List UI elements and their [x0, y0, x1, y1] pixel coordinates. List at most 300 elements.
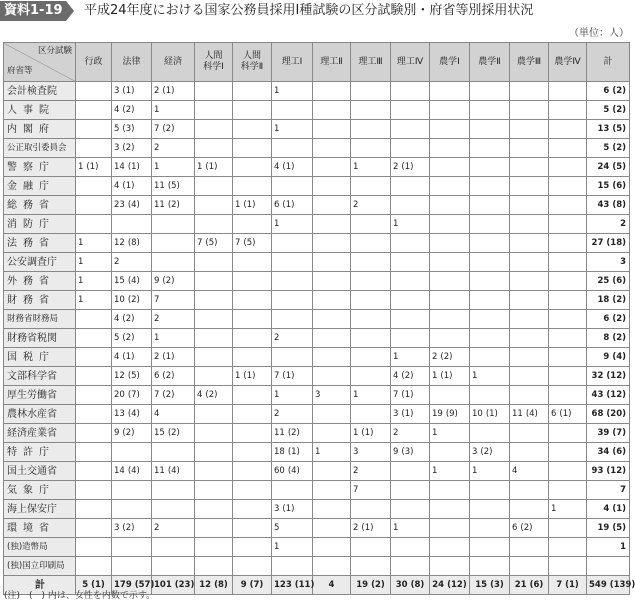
count-cell	[391, 329, 430, 348]
count-cell	[351, 101, 391, 120]
count-cell: 1	[391, 348, 430, 367]
row-total: 6 (2)	[587, 82, 630, 101]
row-total: 5 (2)	[587, 101, 630, 120]
ministry-name: 文部科学省	[4, 367, 76, 386]
count-cell	[549, 481, 587, 500]
ministry-name: 消防庁	[4, 215, 76, 234]
count-cell	[272, 139, 313, 158]
count-cell	[470, 348, 510, 367]
count-cell	[510, 101, 549, 120]
count-cell	[430, 120, 470, 139]
count-cell: 1	[391, 519, 430, 538]
count-cell: 1	[549, 500, 587, 519]
count-cell	[152, 253, 195, 272]
table-row	[4, 272, 630, 291]
count-cell	[351, 272, 391, 291]
count-cell	[430, 291, 470, 310]
count-cell: 1	[391, 215, 430, 234]
count-cell	[549, 367, 587, 386]
count-cell: 4 (1)	[112, 348, 152, 367]
count-cell: 7 (2)	[152, 120, 195, 139]
row-total: 25 (6)	[587, 272, 630, 291]
row-total: 4 (1)	[587, 500, 630, 519]
count-cell: 4 (2)	[195, 386, 233, 405]
column-header: 行政	[76, 43, 112, 82]
count-cell	[76, 101, 112, 120]
row-total: 39 (7)	[587, 424, 630, 443]
count-cell	[313, 291, 351, 310]
table-row	[4, 538, 630, 557]
count-cell	[510, 557, 549, 576]
count-cell	[549, 557, 587, 576]
count-cell	[195, 272, 233, 291]
count-cell	[195, 101, 233, 120]
count-cell	[510, 443, 549, 462]
column-header: 経済	[152, 43, 195, 82]
row-total: 27 (18)	[587, 234, 630, 253]
count-cell	[470, 253, 510, 272]
table-row	[4, 120, 630, 139]
table-row	[4, 386, 630, 405]
count-cell	[549, 462, 587, 481]
count-cell: 1	[470, 462, 510, 481]
count-cell: 2	[351, 196, 391, 215]
count-cell	[391, 500, 430, 519]
count-cell	[470, 291, 510, 310]
table-row	[4, 177, 630, 196]
count-cell	[549, 101, 587, 120]
count-cell: 7 (1)	[391, 386, 430, 405]
table-row	[4, 462, 630, 481]
count-cell	[510, 272, 549, 291]
table-row	[4, 139, 630, 158]
count-cell	[195, 481, 233, 500]
ministry-name: 環境省	[4, 519, 76, 538]
count-cell	[313, 158, 351, 177]
column-header: 農学Ⅲ	[510, 43, 549, 82]
table-row	[4, 196, 630, 215]
count-cell	[430, 329, 470, 348]
count-cell	[351, 557, 391, 576]
count-cell	[430, 177, 470, 196]
count-cell: 3 (2)	[112, 519, 152, 538]
column-total: 30 (8)	[391, 576, 430, 595]
count-cell	[272, 177, 313, 196]
count-cell	[391, 557, 430, 576]
count-cell	[549, 443, 587, 462]
count-cell	[510, 291, 549, 310]
table-body	[4, 82, 635, 595]
count-cell	[152, 500, 195, 519]
count-cell	[430, 443, 470, 462]
count-cell: 9 (2)	[152, 272, 195, 291]
count-cell: 2	[112, 253, 152, 272]
count-cell	[391, 177, 430, 196]
count-cell: 1 (1)	[430, 367, 470, 386]
count-cell	[391, 234, 430, 253]
count-cell	[510, 481, 549, 500]
count-cell	[510, 310, 549, 329]
row-total: 19 (5)	[587, 519, 630, 538]
count-cell: 20 (7)	[112, 386, 152, 405]
ministry-name: 財務省	[4, 291, 76, 310]
count-cell	[351, 500, 391, 519]
count-cell	[430, 196, 470, 215]
count-cell	[152, 557, 195, 576]
row-total: 34 (6)	[587, 443, 630, 462]
count-cell: 2 (1)	[391, 158, 430, 177]
count-cell: 11 (4)	[152, 462, 195, 481]
count-cell	[313, 557, 351, 576]
count-cell	[195, 329, 233, 348]
count-cell	[195, 139, 233, 158]
count-cell	[272, 481, 313, 500]
count-cell: 1	[272, 120, 313, 139]
count-cell: 11 (5)	[152, 177, 195, 196]
count-cell	[510, 253, 549, 272]
count-cell: 10 (1)	[470, 405, 510, 424]
count-cell	[152, 234, 195, 253]
row-total: 68 (20)	[587, 405, 630, 424]
count-cell	[549, 234, 587, 253]
count-cell	[391, 462, 430, 481]
title-bar	[0, 0, 630, 22]
count-cell	[195, 177, 233, 196]
ministry-name: 気象庁	[4, 481, 76, 500]
count-cell	[391, 101, 430, 120]
count-cell	[391, 291, 430, 310]
count-cell: 2	[391, 424, 430, 443]
ministry-name: 海上保安庁	[4, 500, 76, 519]
count-cell: 5	[272, 519, 313, 538]
table-row	[4, 291, 630, 310]
count-cell	[549, 196, 587, 215]
count-cell: 6 (1)	[549, 405, 587, 424]
count-cell	[313, 367, 351, 386]
count-cell	[549, 348, 587, 367]
count-cell: 2	[351, 462, 391, 481]
count-cell: 1	[76, 291, 112, 310]
count-cell: 1 (1)	[233, 196, 272, 215]
count-cell	[195, 253, 233, 272]
table-row	[4, 101, 630, 120]
count-cell	[233, 538, 272, 557]
row-total: 8 (2)	[587, 329, 630, 348]
count-cell: 4	[510, 462, 549, 481]
count-cell	[272, 272, 313, 291]
count-cell	[272, 234, 313, 253]
column-header: 理工Ⅱ	[313, 43, 351, 82]
column-header: 法律	[112, 43, 152, 82]
count-cell: 3 (1)	[391, 405, 430, 424]
count-cell	[549, 82, 587, 101]
count-cell	[195, 215, 233, 234]
count-cell	[430, 139, 470, 158]
count-cell	[470, 424, 510, 443]
document-title: 平成24年度における国家公務員採用Ⅰ種試験の区分試験別・府省等別採用状況	[84, 3, 534, 18]
table-row	[4, 405, 630, 424]
table-row	[4, 481, 630, 500]
grand-total: 549 (139)	[587, 576, 630, 595]
count-cell	[351, 367, 391, 386]
count-cell	[470, 557, 510, 576]
count-cell	[510, 348, 549, 367]
count-cell	[430, 310, 470, 329]
column-total: 123 (11)	[272, 576, 313, 595]
count-cell	[430, 82, 470, 101]
count-cell	[195, 462, 233, 481]
count-cell: 11 (4)	[510, 405, 549, 424]
column-header: 農学Ⅰ	[430, 43, 470, 82]
count-cell	[430, 538, 470, 557]
count-cell: 18 (1)	[272, 443, 313, 462]
count-cell	[430, 234, 470, 253]
count-cell: 7 (2)	[152, 386, 195, 405]
count-cell	[470, 538, 510, 557]
table-row	[4, 329, 630, 348]
count-cell	[470, 177, 510, 196]
count-cell	[549, 386, 587, 405]
count-cell	[195, 538, 233, 557]
count-cell	[470, 481, 510, 500]
count-cell	[195, 519, 233, 538]
count-cell	[76, 557, 112, 576]
count-cell	[391, 139, 430, 158]
count-cell: 5 (2)	[112, 329, 152, 348]
count-cell	[195, 424, 233, 443]
ministry-name: (独)国立印刷局	[4, 557, 76, 576]
count-cell	[313, 310, 351, 329]
count-cell: 1	[272, 215, 313, 234]
count-cell	[233, 424, 272, 443]
count-cell: 1	[470, 367, 510, 386]
count-cell	[391, 481, 430, 500]
count-cell	[510, 234, 549, 253]
count-cell	[152, 443, 195, 462]
ministry-name: 農林水産省	[4, 405, 76, 424]
count-cell: 1	[152, 158, 195, 177]
count-cell: 4 (1)	[112, 177, 152, 196]
count-cell	[313, 196, 351, 215]
count-cell	[233, 405, 272, 424]
count-cell	[549, 272, 587, 291]
ministry-name: 金融庁	[4, 177, 76, 196]
count-cell	[470, 139, 510, 158]
count-cell	[76, 215, 112, 234]
count-cell	[430, 158, 470, 177]
count-cell	[272, 348, 313, 367]
count-cell	[195, 348, 233, 367]
count-cell	[233, 272, 272, 291]
count-cell: 3 (2)	[470, 443, 510, 462]
count-cell	[391, 82, 430, 101]
count-cell	[152, 481, 195, 500]
ministry-name: 国税庁	[4, 348, 76, 367]
count-cell	[195, 500, 233, 519]
count-cell	[510, 158, 549, 177]
count-cell: 1	[76, 234, 112, 253]
count-cell	[112, 215, 152, 234]
count-cell: 1 (1)	[76, 158, 112, 177]
count-cell: 9 (2)	[112, 424, 152, 443]
count-cell	[313, 405, 351, 424]
row-total: 7	[587, 481, 630, 500]
count-cell	[233, 215, 272, 234]
table-row	[4, 158, 630, 177]
count-cell	[313, 538, 351, 557]
row-total: 13 (5)	[587, 120, 630, 139]
sum-label: 計	[4, 576, 76, 595]
row-total: 9 (4)	[587, 348, 630, 367]
count-cell	[351, 291, 391, 310]
count-cell	[351, 82, 391, 101]
row-total: 2	[587, 215, 630, 234]
count-cell	[549, 253, 587, 272]
count-cell	[233, 443, 272, 462]
count-cell: 19 (9)	[430, 405, 470, 424]
count-cell	[152, 215, 195, 234]
count-cell	[233, 500, 272, 519]
count-cell	[351, 310, 391, 329]
column-header: 人間 科学Ⅱ	[233, 43, 272, 82]
count-cell	[233, 139, 272, 158]
count-cell: 2	[152, 310, 195, 329]
ministry-name: 内閣府	[4, 120, 76, 139]
column-total: 101 (23)	[152, 576, 195, 595]
document-tag: 資料1-19	[0, 1, 66, 21]
count-cell	[470, 101, 510, 120]
column-header: 理工Ⅳ	[391, 43, 430, 82]
count-cell: 12 (5)	[112, 367, 152, 386]
count-cell	[549, 310, 587, 329]
count-cell: 1	[272, 386, 313, 405]
count-cell	[510, 215, 549, 234]
count-cell	[272, 291, 313, 310]
count-cell	[233, 82, 272, 101]
row-total: 1	[587, 538, 630, 557]
row-total: 43 (12)	[587, 386, 630, 405]
count-cell	[351, 329, 391, 348]
count-cell	[272, 101, 313, 120]
count-cell	[470, 234, 510, 253]
column-total: 179 (57)	[112, 576, 152, 595]
count-cell: 7 (1)	[272, 367, 313, 386]
count-cell: 7	[351, 481, 391, 500]
count-cell	[233, 101, 272, 120]
count-cell: 4	[152, 405, 195, 424]
ministry-name: 会計検査院	[4, 82, 76, 101]
ministry-name: 人事院	[4, 101, 76, 120]
count-cell	[313, 139, 351, 158]
count-cell	[470, 215, 510, 234]
count-cell	[76, 405, 112, 424]
count-cell	[549, 329, 587, 348]
count-cell: 1	[430, 462, 470, 481]
count-cell: 60 (4)	[272, 462, 313, 481]
count-cell	[112, 443, 152, 462]
count-cell	[313, 348, 351, 367]
row-total: 15 (6)	[587, 177, 630, 196]
count-cell	[510, 139, 549, 158]
column-total: 7 (1)	[549, 576, 587, 595]
count-cell	[76, 500, 112, 519]
count-cell: 1 (1)	[351, 424, 391, 443]
table-header-row	[4, 43, 630, 82]
count-cell	[233, 253, 272, 272]
count-cell: 2 (1)	[351, 519, 391, 538]
count-cell	[112, 500, 152, 519]
count-cell: 1	[351, 158, 391, 177]
count-cell	[195, 557, 233, 576]
count-cell	[272, 557, 313, 576]
footnote: (注) ( ) 内は、女性を内数で示す。	[4, 591, 156, 601]
ministry-name: 財務省財務局	[4, 310, 76, 329]
count-cell	[351, 538, 391, 557]
count-cell	[233, 462, 272, 481]
column-total: 5 (1)	[76, 576, 112, 595]
table-row	[4, 234, 630, 253]
count-cell	[195, 405, 233, 424]
count-cell	[233, 310, 272, 329]
count-cell	[233, 519, 272, 538]
count-cell	[233, 386, 272, 405]
count-cell	[351, 234, 391, 253]
count-cell	[470, 82, 510, 101]
count-cell	[195, 443, 233, 462]
count-cell	[549, 120, 587, 139]
table-row	[4, 424, 630, 443]
count-cell: 7 (5)	[195, 234, 233, 253]
count-cell	[313, 424, 351, 443]
count-cell: 4 (2)	[112, 310, 152, 329]
count-cell: 7 (5)	[233, 234, 272, 253]
tag-arrow	[66, 1, 74, 21]
count-cell	[470, 386, 510, 405]
count-cell	[76, 386, 112, 405]
count-cell	[470, 519, 510, 538]
count-cell	[313, 82, 351, 101]
column-header: 人間 科学Ⅰ	[195, 43, 233, 82]
table-row	[4, 443, 630, 462]
column-total: 24 (12)	[430, 576, 470, 595]
count-cell	[391, 120, 430, 139]
count-cell: 3 (1)	[112, 82, 152, 101]
count-cell	[470, 500, 510, 519]
count-cell	[233, 329, 272, 348]
table-row	[4, 519, 630, 538]
count-cell	[470, 310, 510, 329]
count-cell	[549, 177, 587, 196]
count-cell: 2	[152, 139, 195, 158]
count-cell	[195, 120, 233, 139]
count-cell	[233, 120, 272, 139]
count-cell	[549, 158, 587, 177]
count-cell	[510, 386, 549, 405]
count-cell	[351, 120, 391, 139]
count-cell	[313, 519, 351, 538]
count-cell	[470, 329, 510, 348]
column-total: 21 (6)	[510, 576, 549, 595]
ministry-name: 国土交通省	[4, 462, 76, 481]
count-cell: 15 (2)	[152, 424, 195, 443]
column-header: 計	[587, 43, 630, 82]
count-cell	[272, 253, 313, 272]
recruitment-table	[3, 42, 635, 595]
ministry-name: 厚生労働省	[4, 386, 76, 405]
table-row	[4, 557, 630, 576]
count-cell	[195, 196, 233, 215]
count-cell	[76, 462, 112, 481]
